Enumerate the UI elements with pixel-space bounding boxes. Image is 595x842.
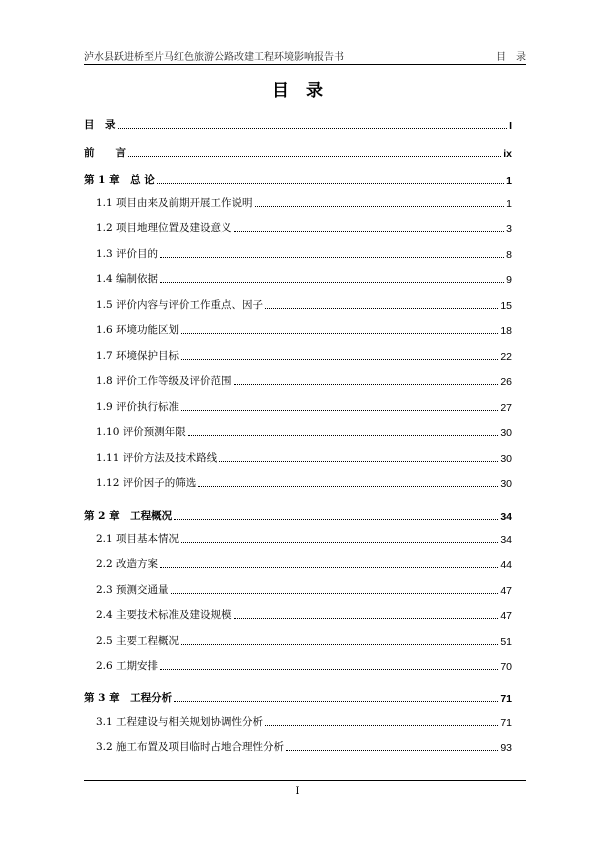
toc-entry-page: 26	[500, 376, 512, 388]
toc-leader-dots	[181, 409, 498, 411]
toc-section-entry[interactable]	[96, 423, 512, 439]
page-title: 目 录	[272, 81, 323, 101]
toc-leader-dots	[181, 332, 498, 334]
toc-entry-label: 2.6 工期安排	[96, 660, 159, 672]
toc-entry-page: 1	[506, 175, 512, 187]
toc-entry-page: 93	[500, 742, 512, 754]
toc-chapter-entry[interactable]	[84, 171, 512, 187]
toc-leader-dots	[174, 700, 498, 702]
toc-entry-label: 1.4 编制依据	[96, 273, 159, 285]
toc-chapter-entry[interactable]	[84, 144, 512, 160]
toc-entry-page: 30	[500, 453, 512, 465]
toc-entry-page: I	[509, 120, 512, 132]
toc-section-entry[interactable]	[96, 219, 512, 235]
toc-entry-page: 47	[500, 585, 512, 597]
toc-entry-page: 34	[500, 534, 512, 546]
toc-entry-page: 15	[500, 300, 512, 312]
toc-section-entry[interactable]	[96, 632, 512, 648]
toc-entry-label: 3.2 施工布置及项目临时占地合理性分析	[96, 741, 285, 753]
toc-entry-label: 第 2 章 工程概况	[84, 510, 173, 522]
toc-leader-dots	[255, 205, 505, 207]
toc-section-entry[interactable]	[96, 372, 512, 388]
toc-entry-label: 前 言	[84, 147, 126, 159]
toc-section-entry[interactable]	[96, 530, 512, 546]
toc-entry-page: 30	[500, 478, 512, 490]
toc-section-entry[interactable]	[96, 606, 512, 622]
toc-section-entry[interactable]	[96, 194, 512, 210]
toc-section-entry[interactable]	[96, 321, 512, 337]
toc-entry-label: 1.5 评价内容与评价工作重点、因子	[96, 299, 264, 311]
toc-entry-label: 1.12 评价因子的筛选	[96, 477, 197, 489]
toc-entry-label: 第 3 章 工程分析	[84, 692, 173, 704]
toc-entry-page: 22	[500, 351, 512, 363]
toc-entry-label: 1.1 项目由来及前期开展工作说明	[96, 197, 253, 209]
toc-section-entry[interactable]	[96, 245, 512, 261]
toc-leader-dots	[234, 230, 505, 232]
toc-leader-dots	[219, 460, 498, 462]
toc-entry-page: 70	[500, 661, 512, 673]
toc-section-entry[interactable]	[96, 474, 512, 490]
toc-entry-page: 34	[500, 511, 512, 523]
toc-section-entry[interactable]	[96, 347, 512, 363]
toc-section-entry[interactable]	[96, 555, 512, 571]
toc-leader-dots	[265, 724, 498, 726]
toc-entry-label: 2.4 主要技术标准及建设规模	[96, 609, 232, 621]
toc-section-entry[interactable]	[96, 449, 512, 465]
toc-entry-label: 1.10 评价预测年限	[96, 426, 186, 438]
toc-entry-label: 1.7 环境保护目标	[96, 350, 180, 362]
toc-leader-dots	[198, 485, 498, 487]
toc-leader-dots	[181, 643, 498, 645]
toc-leader-dots	[128, 155, 501, 157]
toc-entry-label: 3.1 工程建设与相关规划协调性分析	[96, 716, 264, 728]
toc-leader-dots	[174, 518, 498, 520]
toc-leader-dots	[265, 307, 498, 309]
toc-entry-page: 18	[500, 325, 512, 337]
toc-entry-page: 51	[500, 636, 512, 648]
toc-leader-dots	[188, 434, 499, 436]
toc-section-entry[interactable]	[96, 270, 512, 286]
toc-entry-label: 1.6 环境功能区划	[96, 324, 180, 336]
toc-section-entry[interactable]	[96, 398, 512, 414]
toc-section-entry[interactable]	[96, 657, 512, 673]
toc-chapter-entry[interactable]	[84, 507, 512, 523]
toc-leader-dots	[157, 182, 504, 184]
toc-section-entry[interactable]	[96, 296, 512, 312]
toc-leader-dots	[160, 256, 504, 258]
toc-entry-page: 44	[500, 559, 512, 571]
toc-section-entry[interactable]	[96, 713, 512, 729]
toc-entry-label: 2.1 项目基本情况	[96, 533, 180, 545]
toc-entry-label: 1.9 评价执行标准	[96, 401, 180, 413]
toc-entry-page: 71	[500, 717, 512, 729]
toc-entry-page: 47	[500, 610, 512, 622]
toc-entry-page: 27	[500, 402, 512, 414]
toc-entry-label: 第 1 章 总 论	[84, 174, 155, 186]
toc-leader-dots	[286, 749, 498, 751]
header-section: 目 录	[496, 52, 526, 63]
toc-leader-dots	[181, 541, 498, 543]
toc-entry-page: 71	[500, 693, 512, 705]
page-header	[84, 46, 526, 65]
toc-leader-dots	[160, 668, 498, 670]
toc-entry-label: 1.3 评价目的	[96, 248, 159, 260]
toc-leader-dots	[171, 592, 499, 594]
toc-section-entry[interactable]	[96, 581, 512, 597]
toc-chapter-entry[interactable]	[84, 116, 512, 132]
toc-entry-page: 1	[506, 198, 512, 210]
toc-entry-page: 9	[506, 274, 512, 286]
toc-leader-dots	[160, 566, 498, 568]
toc-leader-dots	[118, 127, 508, 129]
toc-entry-page: 8	[506, 249, 512, 261]
toc-entry-page: ix	[503, 148, 512, 160]
toc-leader-dots	[181, 358, 498, 360]
toc-entry-page: 30	[500, 427, 512, 439]
toc-entry-label: 1.11 评价方法及技术路线	[96, 452, 218, 464]
toc-chapter-entry[interactable]	[84, 689, 512, 705]
footer-divider	[84, 780, 526, 781]
toc-entry-label: 目 录	[84, 119, 116, 131]
toc-entry-label: 2.5 主要工程概况	[96, 635, 180, 647]
toc-leader-dots	[234, 617, 499, 619]
toc-entry-label: 1.2 项目地理位置及建设意义	[96, 222, 232, 234]
toc-entry-label: 1.8 评价工作等级及评价范围	[96, 375, 232, 387]
toc-leader-dots	[160, 281, 504, 283]
toc-section-entry[interactable]	[96, 738, 512, 754]
toc-entry-label: 2.3 预测交通量	[96, 584, 169, 596]
toc-entry-label: 2.2 改造方案	[96, 558, 159, 570]
footer-page-number: I	[295, 786, 300, 797]
header-doc-title: 泸水县跃进桥至片马红色旅游公路改建工程环境影响报告书	[84, 52, 344, 63]
toc-leader-dots	[234, 383, 499, 385]
toc-entry-page: 3	[506, 223, 512, 235]
